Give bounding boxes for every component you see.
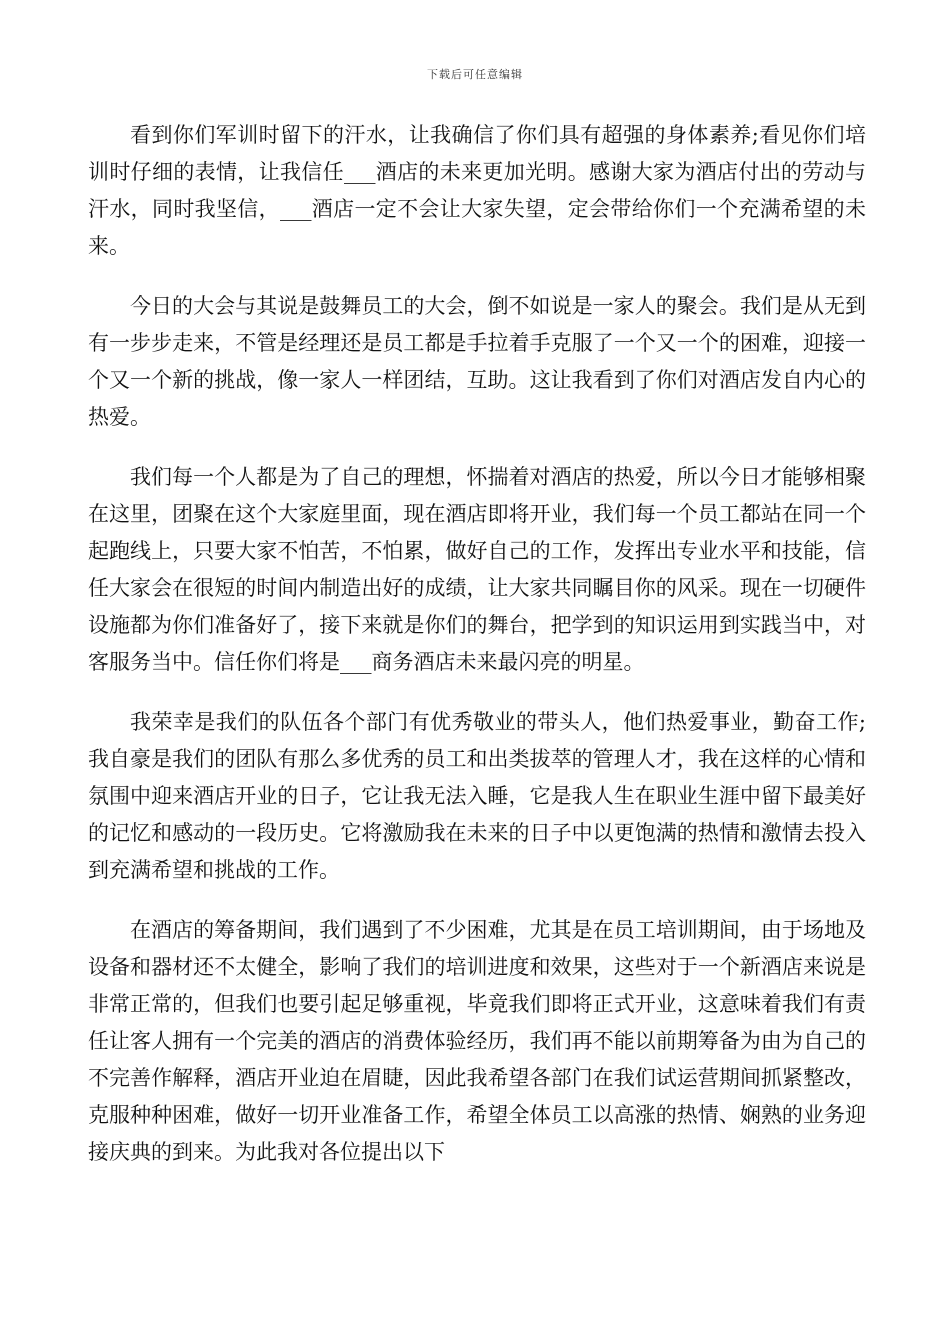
paragraph: 今日的大会与其说是鼓舞员工的大会，倒不如说是一家人的聚会。我们是从无到有一步步走来，不管是经理还是员工都是手拉着手克服了一个又一个的困难，迎接一个又一个新的挑战，像一家人一样团结，互助。这让我看到了你们对酒店发自内心的热爱。 [88,294,866,429]
paragraph: 在酒店的筹备期间，我们遇到了不少困难，尤其是在员工培训期间，由于场地及设备和器材还不太健全，影响了我们的培训进度和效果，这些对于一个新酒店来说是非常正常的，但我们也要引起足够重视，毕竟我们即将正式开业，这意味着我们有责任让客人拥有一个完美的酒店的消费体验经历，我们再不能以前期筹备为由为自己的不完善作解释，酒店开业迫在眉睫，因此我希望各部门在我们试运营期间抓紧整改，克服种种困难，做好一切开业准备工作，希望全体员工以高涨的热情、娴熟的业务迎接庆典的到来。为此我对各位提出以下 [88,918,866,1164]
paragraph: 我荣幸是我们的队伍各个部门有优秀敬业的带头人，他们热爱事业，勤奋工作;我自豪是我们的团队有那么多优秀的员工和出类拔萃的管理人才，我在这样的心情和氛围中迎来酒店开业的日子，它让我无法入睡，它是我人生在职业生涯中留下最美好的记忆和感动的一段历史。它将激励我在未来的日子中以更饱满的热情和激情去投入到充满希望和挑战的工作。 [88,710,866,882]
document-body [88,117,866,1194]
paragraph: 我们每一个人都是为了自己的理想，怀揣着对酒店的热爱，所以今日才能够相聚在这里，团聚在这个大家庭里面，现在酒店即将开业，我们每一个员工都站在同一个起跑线上，只要大家不怕苦，不怕累，做好自己的工作，发挥出专业水平和技能，信任大家会在很短的时间内制造出好的成绩，让大家共同瞩目你的风采。现在一切硬件设施都为你们准备好了，接下来就是你们的舞台，把学到的知识运用到实践当中，对客服务当中。信任你们将是___商务酒店未来最闪亮的明星。 [88,465,866,674]
paragraph: 看到你们军训时留下的汗水，让我确信了你们具有超强的身体素养;看见你们培训时仔细的表情，让我信任___酒店的未来更加光明。感谢大家为酒店付出的劳动与汗水，同时我坚信，___酒店一定不会让大家失望，定会带给你们一个充满希望的未来。 [88,123,866,258]
header-note: 下载后可任意编辑 [427,68,523,81]
